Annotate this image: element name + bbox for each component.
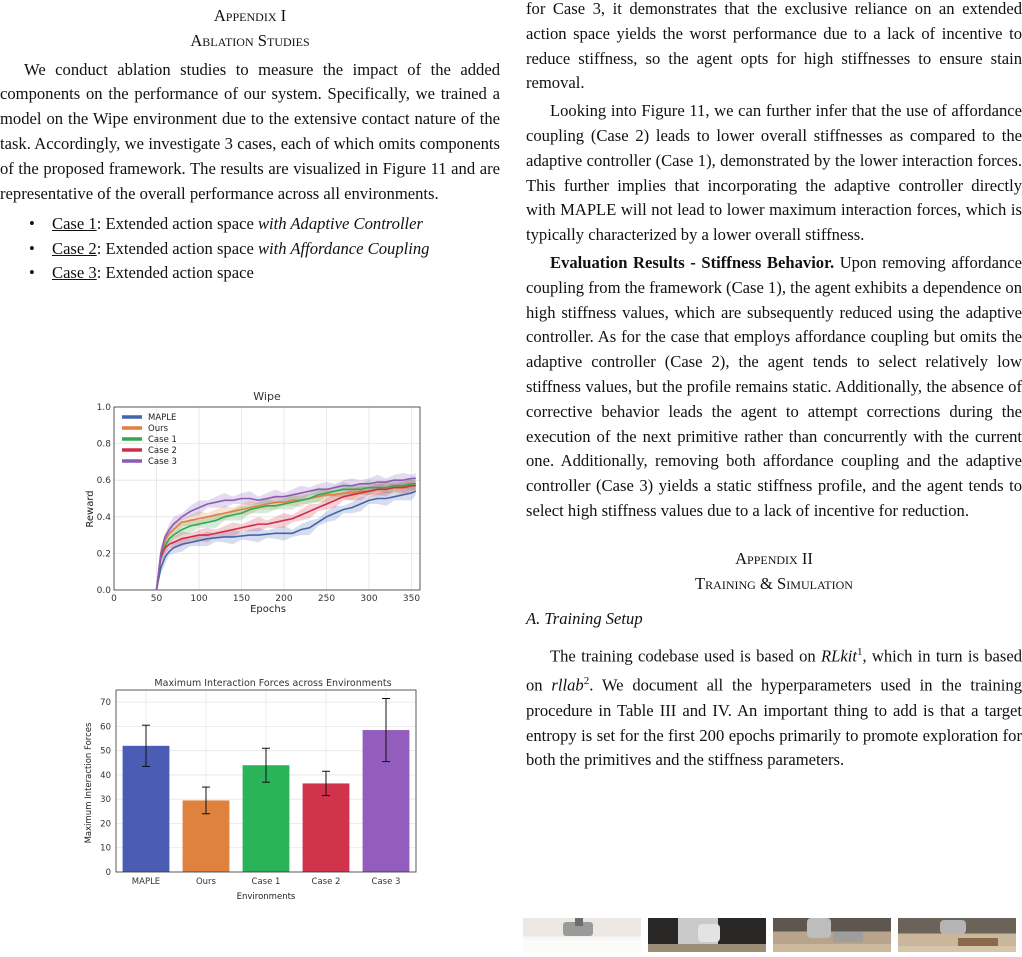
y-tick-label: 0.6 [96,476,111,487]
y-tick-label: 20 [100,819,111,830]
x-tick-label: 50 [150,594,163,604]
line-xlabel-svg [160,600,360,620]
y-axis-label: Maximum Interaction Forces [84,722,94,844]
appendix1-subtitle: Ablation Studies [190,30,310,50]
appendix1-title: Appendix I [213,6,287,25]
case-item: • Case 3: Extended action space [29,263,254,283]
case-text: : Extended action space [96,263,254,283]
footnote-1: 1 [856,646,863,659]
case-item: • Case 1: Extended action space with Adaptive Controller [29,214,423,234]
x-tick-label: 350 [402,594,421,604]
y-tick-label: 1.0 [96,403,111,413]
rllab-link: rllab [551,675,584,695]
x-tick-label: 300 [360,594,378,604]
training-text-a: The training codebase used is based on [550,646,821,666]
x-axis-label: Epochs [250,604,286,615]
chart-title: Maximum Interaction Forces across Environments [154,678,392,689]
y-tick-label: 0.8 [96,439,111,450]
x-axis-label: Environments [236,892,296,902]
x-tick-label: 150 [232,594,251,604]
x-tick-label: Ours [195,877,217,887]
wipe-reward-chart [82,383,421,604]
training-setup-heading: A. Training Setup [526,609,643,629]
training-text-c: . We document all the hyperparameters used in the training procedure in Table III and IV. An important thing to add is that a target entropy is set for the first 200 epochs primarily to promote exploration for both the primitives and the stiffness parameters. [526,675,1022,770]
x-tick-label: MAPLE [131,877,161,887]
section-heading [526,607,1022,632]
x-tick-label: 100 [190,594,208,604]
appendix1-intro: We conduct ablation studies to measure the impact of the added components on the performance of our system. Specifically, we trained a model on the Wipe environment due to the extensive contact nature of the task. Accordingly, we investigate 3 cases, each of which omits components of the proposed framework. The results are visualized in Figure 11 and are representative of the overall performance across all environments. [0,59,500,203]
case-text: : Extended action space [96,214,258,234]
sim-photo [523,918,641,952]
left-column [0,0,500,286]
right-column [526,0,1022,773]
y-tick-label: 0.0 [96,586,111,596]
appendix2-subtitle: Training & Simulation [695,573,853,593]
legend-label: Ours [148,424,169,434]
y-tick-label: 40 [100,770,111,781]
y-tick-label: 70 [100,698,111,709]
appendix2-title: Appendix II [735,548,813,568]
y-tick-label: 10 [100,843,111,854]
paragraph-figure11: Looking into Figure 11, we can further infer that the use of affordance coupling (Case 2) leads to lower overall stiffnesses as compared to the adaptive controller (Case 1), demonstrated by the lower interaction forces. This further implies that incorporating the adaptive controller directly with MAPLE will not lead to lower maximum interaction forces, which is typically characterized by a lower overall stiffness. [526,101,1022,245]
paragraph-stiffness [526,251,1022,524]
sim-photo [773,918,891,952]
x-tick-label: 200 [275,594,293,604]
x-tick-label: Case 2 [311,877,341,887]
y-tick-label: 50 [100,746,111,757]
x-tick-label: Case 1 [251,877,281,887]
paragraph-case3: for Case 3, it demonstrates that the exclusive reliance on an extended action space yields the worst performance due to a lack of incentive to reduce stiffness, so the agent opts for high stiffnesses to ensure stain removal. [526,0,1022,93]
case-italic: with Affordance Coupling [257,238,430,258]
sim-photo [898,918,1016,952]
case-list [0,212,500,286]
stiffness-heading: Evaluation Results - Stiffness Behavior. [550,252,835,272]
x-tick-label: 0 [111,594,117,604]
case-label: Case 3 [52,263,97,283]
simulation-photo-strip [521,918,1021,950]
footnote-2: 2 [583,675,590,688]
case-item: • Case 2: Extended action space with Affordance Coupling [29,238,430,258]
x-tick-label: 250 [317,594,336,604]
max-force-bar-chart [82,675,412,905]
rlkit-link: RLkit [820,646,857,666]
y-tick-label: 30 [100,795,111,806]
sim-photo [648,918,766,952]
y-tick-label: 0.2 [96,549,111,560]
stiffness-text: Upon removing affordance coupling from the framework (Case 1), the agent exhibits a dependence on high stiffness values, which are subsequently reduced using the adaptive controller. As for the case that employs affordance coupling but omits the adaptive controller (Case 2), the agent tends to select relatively low stiffness values, but the profile remains static. Additionally, the absence of corrective behavior leads the agent to attempt corrections during the execution of the next primitive rather than concurrently with the current one. Additionally, removing both affordance coupling and the adaptive controller (Case 3) yields a static stiffness profile, and the agent tends to select high stiffness values due to a lack of incentive for reduction. [526,252,1022,520]
y-tick-label: 0 [105,868,111,878]
bar [303,783,350,872]
legend-label: Case 1 [148,435,177,445]
y-tick-label: 60 [100,722,111,733]
case-italic: with Adaptive Controller [257,214,423,234]
x-tick-label: Case 3 [371,877,401,887]
training-text-b: , which in turn is based on [526,646,1022,695]
case-text: : Extended action space [96,238,258,258]
paragraph-training [526,640,1022,773]
legend-label: Case 3 [148,457,177,467]
chart-title: Wipe [253,390,281,403]
y-axis-label: Reward [85,490,96,528]
case-label: Case 2 [52,238,97,258]
y-tick-label: 0.4 [96,512,111,523]
legend-label: MAPLE [148,413,177,423]
legend-label: Case 2 [148,446,177,456]
case-label: Case 1 [52,214,97,234]
